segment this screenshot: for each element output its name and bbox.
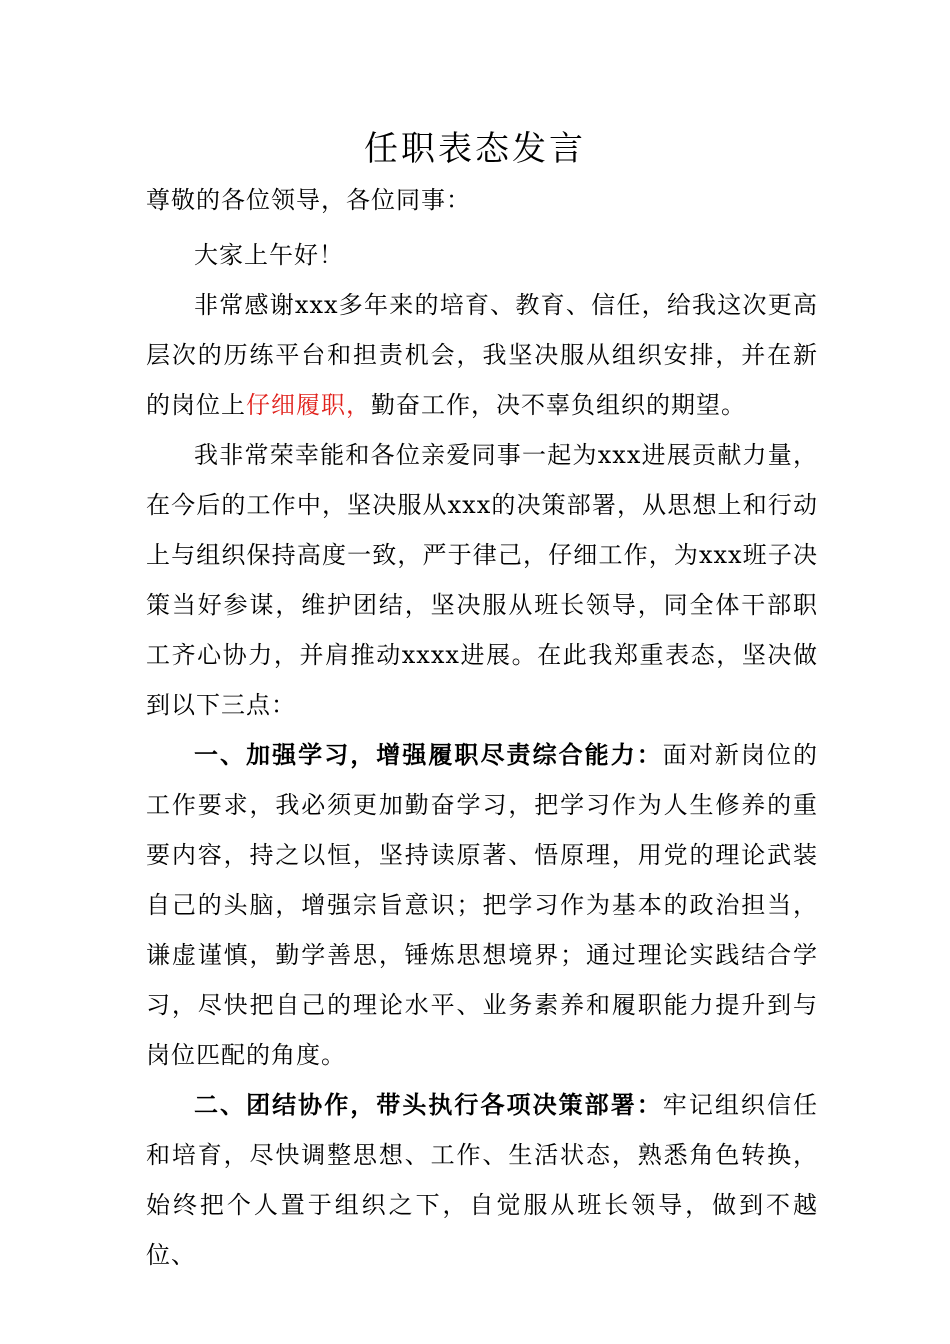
- paragraph-point-two: [146, 1080, 818, 1280]
- paragraph-commitment: 我非常荣幸能和各位亲爱同事一起为xxx进展贡献力量，在今后的工作中，坚决服从xxx的决策部署，从思想上和行动上与组织保持高度一致，严于律己，仔细工作，为xxx班子决策当好参谋，维护团结，坚决服从班长领导，同全体干部职工齐心协力，并肩推动xxxx进展。在此我郑重表态，坚决做到以下三点：: [146, 441, 818, 719]
- point-one-heading: 一、加强学习，增强履职尽责综合能力：: [194, 740, 663, 769]
- document-title: 任职表态发言: [364, 129, 586, 169]
- point-one-text: 面对新岗位的工作要求，我必须更加勤奋学习，把学习作为人生修养的重要内容，持之以恒，坚持读原著、悟原理，用党的理论武装自己的头脑，增强宗旨意识；把学习作为基本的政治担当，谦虚谨慎，勤学善思，锤炼思想境界；通过理论实践结合学习，尽快把自己的理论水平、业务素养和履职能力提升到与岗位匹配的角度。: [146, 741, 818, 1069]
- paragraph-point-one: [146, 730, 818, 1080]
- paragraph-thanks-tail: 勤奋工作，决不辜负组织的期望。: [371, 391, 746, 419]
- point-two-text: 牢记组织信任和培育，尽快调整思想、工作、生活状态，熟悉角色转换，始终把个人置于组织之下，自觉服从班长领导，做到不越位、: [146, 1091, 818, 1269]
- paragraph-thanks: [146, 280, 818, 430]
- paragraph-thanks-text: 非常感谢xxx多年来的培育、教育、信任，给我这次更高层次的历练平台和担责机会，我坚决服从组织安排，并在新的岗位上: [146, 291, 818, 419]
- point-two-heading: 二、团结协作，带头执行各项决策部署：: [194, 1090, 663, 1119]
- salutation: 尊敬的各位领导，各位同事：: [146, 186, 471, 214]
- greeting: 大家上午好！: [194, 241, 344, 269]
- highlighted-phrase: 仔细履职，: [246, 391, 371, 419]
- document-body: [146, 230, 818, 1280]
